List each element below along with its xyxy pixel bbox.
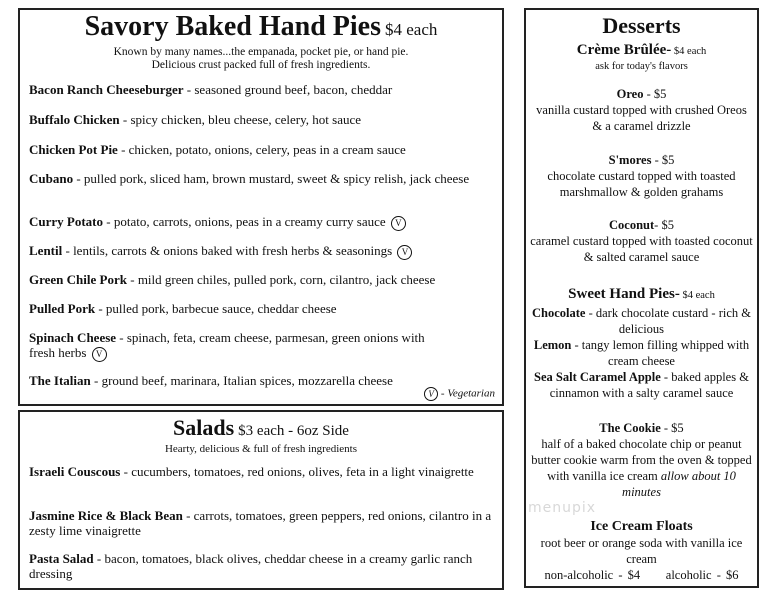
hand-pies-title — [20, 12, 502, 46]
menu-item-desc: - seasoned ground beef, bacon, cheddar — [183, 82, 393, 97]
menu-item — [29, 272, 494, 287]
dessert-price: - $5 — [651, 153, 675, 167]
salads-title — [20, 416, 502, 443]
menu-item-name: Curry Potato — [29, 214, 104, 229]
dessert-price: - $5 — [654, 218, 674, 232]
menu-item-desc: - mild green chiles, pulled pork, corn, cilantro, jack cheese — [126, 272, 436, 287]
dessert-item — [530, 217, 753, 265]
dessert-price: - $5 — [643, 87, 667, 101]
menu-item — [29, 214, 494, 231]
dessert-note: allow about 10 minutes — [622, 469, 736, 499]
dessert-item — [530, 420, 753, 500]
menu-item — [29, 373, 494, 388]
menu-item-name: Pulled Pork — [29, 301, 96, 316]
dessert-desc: chocolate custard topped with toasted marshmallow & golden grahams — [547, 169, 736, 199]
menu-item-name: Jasmine Rice & Black Bean — [29, 508, 183, 523]
menu-item-name: Cubano — [29, 171, 74, 186]
sweet-hand-pies-title: Sweet Hand Pies- — [568, 286, 680, 302]
menu-item — [29, 142, 494, 157]
float-alcoholic-price: alcoholic - $6 — [665, 568, 739, 582]
dessert-name: Coconut — [609, 218, 655, 232]
dessert-item — [530, 152, 753, 200]
dessert-item — [530, 337, 753, 369]
menu-item-name: The Italian — [29, 373, 91, 388]
sweet-hand-pies-price: $4 each — [679, 290, 715, 301]
menu-item-desc: - chicken, potato, onions, celery, peas in a cream sauce — [117, 142, 406, 157]
vegetarian-icon: V — [424, 387, 438, 401]
menu-item-desc: - ground beef, marinara, Italian spices, mozzarella cheese — [90, 373, 393, 388]
menu-item-name: Israeli Couscous — [29, 464, 121, 479]
vegetarian-legend-label: - Vegetarian — [440, 387, 495, 400]
dessert-name: Chocolate — [531, 306, 586, 320]
menu-item-name: Green Chile Pork — [29, 272, 127, 287]
menu-item-name: Chicken Pot Pie — [29, 142, 118, 157]
menu-item — [29, 301, 494, 316]
menu-item-name: Pasta Salad — [29, 551, 94, 566]
dessert-desc: - dark chocolate custard - rich & delicious — [585, 306, 752, 336]
creme-brulee-title: Crème Brûlée- — [576, 42, 672, 58]
menu-item-name: Bacon Ranch Cheeseburger — [29, 82, 184, 97]
salads-price: $3 each - 6oz Side — [238, 423, 349, 439]
hand-pies-note-2: Delicious crust packed full of fresh ingredients. — [151, 59, 371, 71]
creme-brulee-header — [530, 42, 753, 73]
menu-item-desc: - lentils, carrots & onions baked with fresh herbs & seasonings — [62, 243, 393, 258]
dessert-name: S'mores — [608, 153, 652, 167]
dessert-item — [530, 518, 753, 583]
creme-brulee-price: $4 each — [671, 46, 707, 57]
hand-pies-section — [18, 8, 504, 406]
menu-item-desc: - spinach, feta, cream cheese, parmesan, green onions with fresh herbs — [29, 330, 425, 360]
menu-item — [29, 464, 494, 479]
menu-item-desc: - bacon, tomatoes, black olives, cheddar cheese in a creamy garlic ranch dressing — [29, 551, 473, 581]
menu-item-desc: - carrots, tomatoes, green peppers, red onions, cilantro in a zesty lime vinaigrette — [29, 508, 492, 538]
dessert-desc: - baked apples & cinnamon with a salty caramel sauce — [549, 370, 749, 400]
dessert-item — [530, 369, 753, 401]
salads-heading: Salads — [173, 415, 235, 440]
menu-item — [29, 82, 494, 97]
menu-item — [29, 551, 494, 581]
dessert-desc: - tangy lemon filling whipped with cream cheese — [571, 338, 750, 368]
menu-item-desc: - pulled pork, barbecue sauce, cheddar cheese — [95, 301, 337, 316]
hand-pies-price: $4 each — [385, 20, 438, 39]
menu-item — [29, 508, 494, 538]
vegetarian-legend — [422, 387, 495, 401]
hand-pies-heading: Savory Baked Hand Pies — [84, 11, 381, 42]
dessert-item — [530, 86, 753, 134]
menu-item-desc: - pulled pork, sliced ham, brown mustard, sweet & spicy relish, jack cheese — [73, 171, 470, 186]
menu-item-name: Buffalo Chicken — [29, 112, 120, 127]
menu-item — [29, 243, 494, 260]
menu-item-desc: - spicy chicken, bleu cheese, celery, hot sauce — [119, 112, 362, 127]
vegetarian-icon: V — [397, 245, 412, 260]
menu-item-name: Lentil — [29, 243, 63, 258]
menu-item — [29, 171, 494, 186]
dessert-name: The Cookie — [599, 421, 661, 435]
menu-item-desc: - potato, carrots, onions, peas in a creamy curry sauce — [103, 214, 386, 229]
vegetarian-icon: V — [391, 216, 406, 231]
float-nonalcoholic-price: non-alcoholic - $4 — [544, 568, 641, 582]
menu-item-name: Spinach Cheese — [29, 330, 117, 345]
menu-item — [29, 112, 494, 127]
salads-section — [18, 410, 504, 590]
hand-pies-note-1: Known by many names...the empanada, pocket pie, or hand pie. — [113, 46, 409, 58]
vegetarian-icon: V — [92, 347, 107, 362]
desserts-heading: Desserts — [602, 13, 681, 38]
dessert-desc: root beer or orange soda with vanilla ice cream — [540, 536, 743, 566]
creme-brulee-note: ask for today's flavors — [595, 61, 688, 72]
menu-item — [29, 330, 442, 362]
dessert-name: Oreo — [616, 87, 644, 101]
menu-item-desc: - cucumbers, tomatoes, red onions, olives, feta in a light vinaigrette — [120, 464, 474, 479]
salads-note: Hearty, delicious & full of fresh ingredients — [164, 443, 358, 455]
watermark: menupix — [528, 500, 597, 516]
dessert-item — [530, 305, 753, 337]
dessert-desc: caramel custard topped with toasted coconut & salted caramel sauce — [530, 234, 753, 264]
dessert-price: - $5 — [660, 421, 684, 435]
dessert-name: Sea Salt Caramel Apple — [534, 370, 661, 384]
dessert-desc: half of a baked chocolate chip or peanut butter cookie warm from the oven & topped with vanilla ice cream — [531, 437, 752, 483]
sweet-hand-pies-header — [530, 286, 753, 304]
dessert-desc: vanilla custard topped with crushed Oreos & a caramel drizzle — [536, 103, 747, 133]
dessert-name: Ice Cream Floats — [590, 519, 693, 534]
dessert-name: Lemon — [533, 338, 572, 352]
